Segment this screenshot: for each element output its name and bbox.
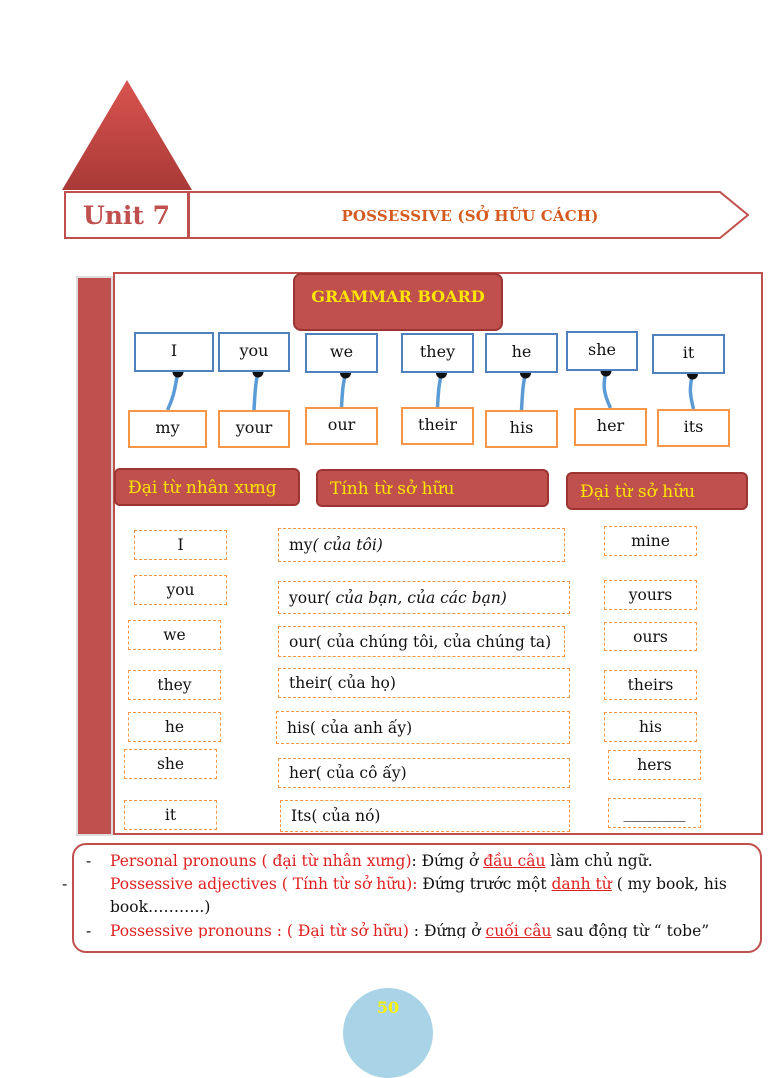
- adjective-word: our: [289, 632, 316, 651]
- page-title: POSSESSIVE (SỞ HỮU CÁCH): [341, 207, 599, 225]
- adjective-meaning: ( của nó): [311, 807, 381, 825]
- personal-pronoun-cell: it: [124, 800, 217, 830]
- note-line: [86, 920, 736, 938]
- possessive-pronoun-cell: mine: [604, 526, 697, 556]
- note-label: Possessive pronouns : ( Đại từ sở hữu): [110, 922, 409, 938]
- possessive-pronoun-cell: ________: [608, 798, 701, 828]
- possessive-adjective-cell: [278, 581, 570, 614]
- possessive-pronoun-cell: yours: [604, 580, 697, 610]
- adjective-word: her: [289, 764, 316, 782]
- note-keyword: cuối câu: [485, 922, 552, 938]
- adjective-meaning: ( của họ): [326, 674, 396, 692]
- personal-pronoun-cell: she: [124, 749, 217, 779]
- note-line: [86, 850, 736, 873]
- personal-pronoun-cell: we: [128, 620, 221, 650]
- personal-pronoun-cell: you: [134, 575, 227, 605]
- adjective-box: her: [574, 408, 647, 446]
- grammar-board-title: GRAMMAR BOARD: [293, 273, 503, 331]
- personal-pronoun-cell: they: [128, 670, 221, 700]
- note-line: [62, 873, 760, 919]
- pronoun-box: you: [218, 332, 290, 372]
- possessive-adjective-cell: [280, 800, 570, 832]
- bullet-dash: -: [86, 852, 92, 870]
- note-keyword: đầu câu: [483, 852, 546, 870]
- possessive-pronoun-cell: hers: [608, 750, 701, 780]
- bullet-dash: -: [86, 922, 92, 938]
- personal-pronoun-cell: he: [128, 712, 221, 742]
- adjective-meaning: ( của bạn, của các bạn): [324, 588, 507, 607]
- note-text: : Đứng ở: [408, 922, 486, 938]
- note-text: làm chủ ngữ.: [545, 852, 653, 870]
- category-personal-pronouns: Đại từ nhân xưng: [114, 468, 300, 506]
- pronoun-box: he: [485, 333, 558, 373]
- adjective-meaning: ( của tôi): [312, 536, 383, 554]
- pronoun-box: it: [652, 334, 725, 374]
- decorative-side-bar: [76, 276, 113, 836]
- note-label: Personal pronouns ( đại từ nhân xưng): [110, 852, 412, 870]
- adjective-box: its: [657, 409, 730, 447]
- adjective-word: my: [289, 536, 313, 554]
- possessive-adjective-cell: [278, 626, 565, 657]
- pronoun-box: I: [134, 332, 214, 372]
- pronoun-box: she: [566, 331, 638, 371]
- possessive-pronoun-cell: ours: [604, 622, 697, 651]
- pronoun-box: we: [305, 333, 378, 373]
- pronoun-box: they: [401, 333, 474, 373]
- adjective-box: their: [401, 407, 474, 445]
- possessive-adjective-cell: [278, 668, 570, 698]
- adjective-word: your: [289, 588, 325, 607]
- adjective-meaning: ( của cô ấy): [315, 764, 407, 782]
- decorative-triangle: [60, 80, 194, 192]
- adjective-meaning: ( của anh ấy): [309, 718, 413, 737]
- adjective-box: my: [128, 410, 207, 448]
- note-keyword: danh từ: [551, 875, 612, 893]
- note-label: Possessive adjectives ( Tính từ sở hữu):: [110, 875, 418, 893]
- note-text: : Đứng ở: [411, 852, 484, 870]
- possessive-adjective-cell: [276, 711, 570, 744]
- category-possessive-pronouns: Đại từ sở hữu: [566, 472, 748, 510]
- adjective-word: his: [287, 718, 310, 737]
- page-number: 50: [376, 998, 400, 1017]
- category-possessive-adjectives: Tính từ sở hữu: [316, 469, 549, 507]
- note-text: Đứng trước một: [417, 875, 552, 893]
- note-text: sau động từ “ tobe”: [551, 922, 710, 938]
- adjective-meaning: ( của chúng tôi, của chúng ta): [315, 632, 552, 651]
- possessive-pronoun-cell: his: [604, 712, 697, 742]
- adjective-word: their: [289, 674, 327, 692]
- adjective-box: our: [305, 407, 378, 445]
- personal-pronoun-cell: I: [134, 530, 227, 560]
- note-text: ( my book, his book………..): [110, 875, 727, 916]
- unit-label: Unit 7: [64, 191, 189, 239]
- possessive-pronoun-cell: theirs: [604, 670, 697, 700]
- possessive-adjective-cell: [278, 758, 570, 788]
- possessive-adjective-cell: [278, 528, 565, 562]
- adjective-box: his: [485, 410, 558, 448]
- adjective-box: your: [218, 410, 290, 448]
- adjective-word: Its: [291, 807, 312, 825]
- bullet-dash: -: [62, 875, 68, 893]
